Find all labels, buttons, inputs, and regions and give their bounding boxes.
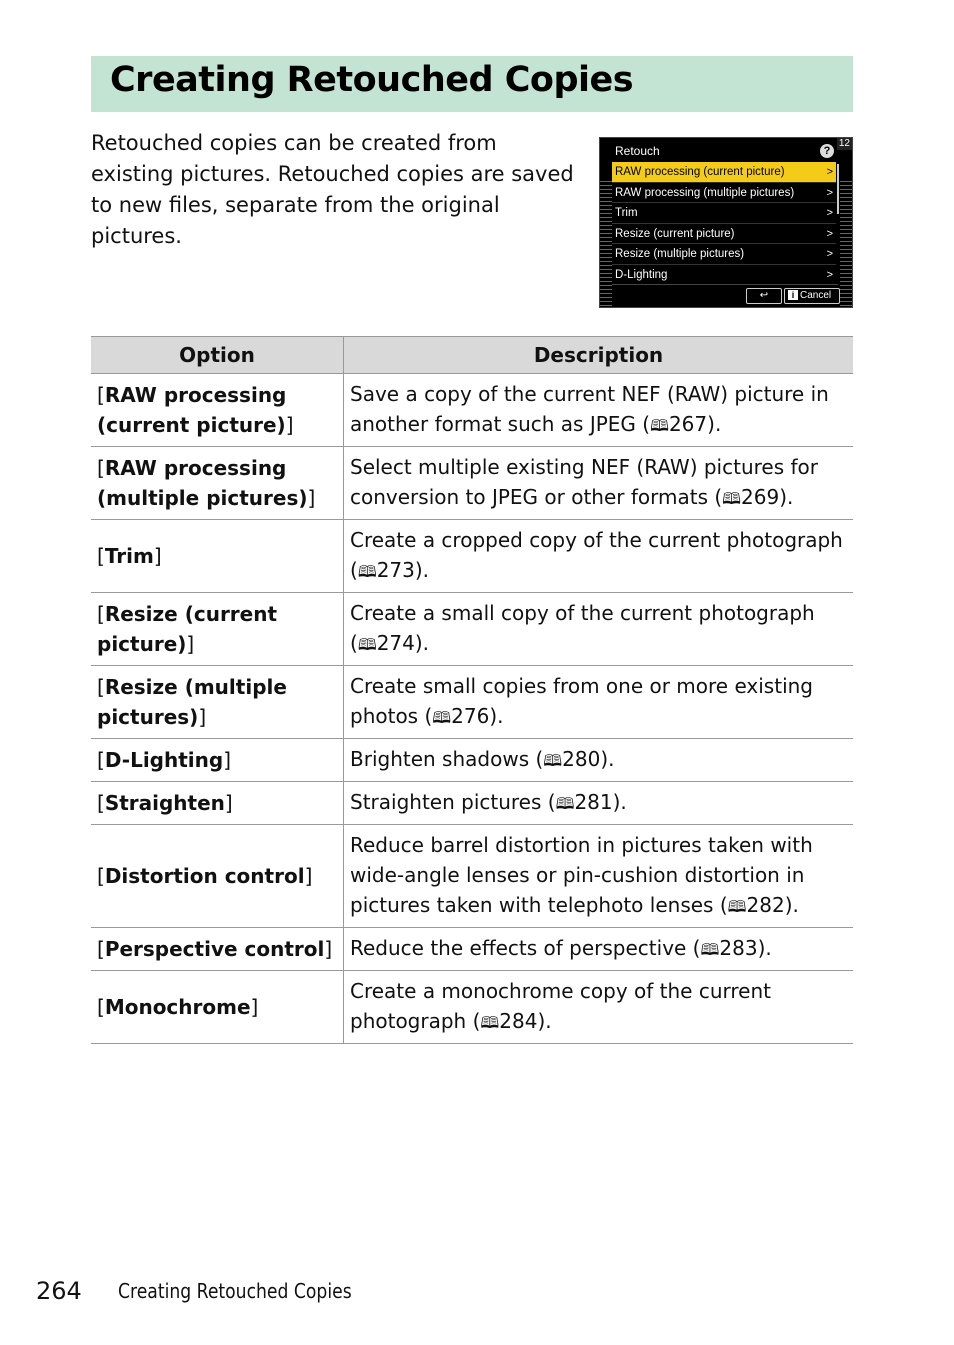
page-reference-link[interactable]: 282 bbox=[746, 893, 785, 917]
page-reference-link[interactable]: 269 bbox=[741, 485, 780, 509]
description-cell bbox=[344, 374, 854, 447]
page-number: 264 bbox=[36, 1277, 82, 1305]
camera-menu-item-raw-current[interactable] bbox=[612, 162, 836, 183]
camera-retouch-menu-screenshot bbox=[599, 137, 853, 308]
option-cell: [RAW processing (multiple pictures)] bbox=[91, 447, 344, 520]
camera-menu-item-raw-multiple[interactable] bbox=[612, 183, 836, 204]
description-end: ). bbox=[779, 485, 794, 509]
screen-edge-decoration bbox=[840, 178, 852, 306]
menu-page-indicator: 12 bbox=[838, 138, 850, 149]
table-header-row bbox=[91, 337, 853, 374]
chevron-right-icon: > bbox=[826, 227, 833, 240]
description-text: Create a cropped copy of the current photograph ( bbox=[350, 528, 843, 582]
option-cell: [Distortion control] bbox=[91, 825, 344, 928]
option-cell: [D-Lighting] bbox=[91, 739, 344, 782]
chevron-right-icon: > bbox=[826, 166, 833, 178]
description-end: ). bbox=[414, 631, 430, 655]
table-row bbox=[91, 971, 853, 1044]
book-icon: 🕮 bbox=[727, 897, 747, 916]
book-icon: 🕮 bbox=[543, 751, 563, 770]
table-row bbox=[91, 447, 853, 520]
option-cell: [RAW processing (current picture)] bbox=[91, 374, 344, 447]
book-icon: 🕮 bbox=[722, 489, 742, 508]
camera-menu-footer bbox=[612, 284, 838, 305]
page-reference-link[interactable]: 280 bbox=[562, 747, 601, 771]
camera-menu-item-label: Trim bbox=[615, 207, 638, 219]
chevron-right-icon: > bbox=[826, 248, 833, 260]
option-name: Resize (multiple pictures) bbox=[97, 675, 287, 729]
book-icon: 🕮 bbox=[357, 635, 377, 654]
camera-menu-item-label: Resize (current picture) bbox=[615, 227, 735, 240]
description-end: ). bbox=[414, 558, 430, 582]
back-icon: ↩ bbox=[759, 290, 769, 301]
description-end: ). bbox=[537, 1009, 552, 1033]
description-text: Brighten shadows ( bbox=[350, 747, 544, 771]
page-reference-link[interactable]: 281 bbox=[574, 790, 613, 814]
description-end: ). bbox=[757, 936, 772, 960]
option-name: Perspective control bbox=[104, 937, 325, 961]
description-text: Reduce the effects of perspective ( bbox=[350, 936, 701, 960]
description-cell bbox=[344, 666, 854, 739]
column-header-option: Option bbox=[91, 337, 344, 374]
camera-menu-item-label: RAW processing (multiple pictures) bbox=[615, 186, 795, 199]
camera-menu-item-d-lighting[interactable] bbox=[612, 265, 836, 286]
description-end: ). bbox=[489, 704, 504, 728]
camera-menu-list bbox=[612, 162, 836, 285]
title-banner bbox=[91, 56, 853, 112]
description-end: ). bbox=[707, 412, 722, 436]
info-icon: i bbox=[788, 290, 798, 300]
camera-menu-item-label: D-Lighting bbox=[615, 268, 668, 281]
table-row bbox=[91, 593, 853, 666]
chevron-right-icon: > bbox=[826, 268, 833, 281]
table-row bbox=[91, 928, 853, 971]
description-cell bbox=[344, 971, 854, 1044]
options-table bbox=[91, 336, 853, 1044]
option-name: D-Lighting bbox=[104, 748, 224, 772]
column-header-description: Description bbox=[344, 337, 854, 374]
page-reference-link[interactable]: 284 bbox=[499, 1009, 538, 1033]
camera-menu-item-label: Resize (multiple pictures) bbox=[615, 248, 745, 260]
book-icon: 🕮 bbox=[650, 416, 669, 435]
description-cell bbox=[344, 825, 854, 928]
option-name: RAW processing (multiple pictures) bbox=[97, 456, 308, 510]
chevron-right-icon: > bbox=[826, 207, 833, 219]
option-name: RAW processing (current picture) bbox=[97, 383, 287, 437]
page-reference-link[interactable]: 283 bbox=[719, 936, 758, 960]
table-row bbox=[91, 825, 853, 928]
option-cell: [Trim] bbox=[91, 520, 344, 593]
table-row bbox=[91, 374, 853, 447]
page-title: Creating Retouched Copies bbox=[110, 60, 634, 100]
camera-menu-title: Retouch bbox=[615, 144, 660, 158]
option-name: Resize (current picture) bbox=[97, 602, 278, 656]
cancel-label: Cancel bbox=[800, 290, 832, 301]
description-text: Create a monochrome copy of the current photograph ( bbox=[350, 979, 771, 1033]
page-reference-link[interactable]: 273 bbox=[376, 558, 415, 582]
description-cell bbox=[344, 520, 854, 593]
table-row bbox=[91, 782, 853, 825]
description-cell bbox=[344, 928, 854, 971]
running-footer-title: Creating Retouched Copies bbox=[118, 1279, 352, 1303]
back-button[interactable] bbox=[746, 288, 782, 304]
cancel-button[interactable] bbox=[784, 288, 840, 304]
table-row bbox=[91, 520, 853, 593]
help-icon[interactable]: ? bbox=[820, 144, 834, 158]
table-row bbox=[91, 666, 853, 739]
option-name: Monochrome bbox=[104, 995, 251, 1019]
camera-menu-item-resize-multiple[interactable] bbox=[612, 244, 836, 265]
description-end: ). bbox=[784, 893, 799, 917]
page-reference-link[interactable]: 274 bbox=[376, 631, 415, 655]
description-text: Reduce barrel distortion in pictures taken with wide-angle lenses or pin-cushion distortion in pictures taken with telephoto lenses ( bbox=[350, 833, 813, 917]
page-reference-link[interactable]: 267 bbox=[668, 412, 708, 436]
camera-menu-item-label: RAW processing (current picture) bbox=[615, 166, 785, 178]
camera-menu-header bbox=[612, 141, 838, 161]
option-cell: [Straighten] bbox=[91, 782, 344, 825]
description-cell bbox=[344, 447, 854, 520]
book-icon: 🕮 bbox=[480, 1013, 500, 1032]
intro-paragraph: Retouched copies can be created from existing pictures. Retouched copies are saved to new files, separate from the original pictures. bbox=[91, 131, 574, 248]
table-row bbox=[91, 739, 853, 782]
description-text: Create small copies from one or more existing photos ( bbox=[350, 674, 813, 728]
option-cell: [Perspective control] bbox=[91, 928, 344, 971]
description-text: Create a small copy of the current photograph ( bbox=[350, 601, 815, 655]
description-end: ). bbox=[612, 790, 627, 814]
book-icon: 🕮 bbox=[357, 562, 377, 581]
description-cell bbox=[344, 593, 854, 666]
description-text: Straighten pictures ( bbox=[350, 790, 556, 814]
option-cell: [Monochrome] bbox=[91, 971, 344, 1044]
screen-edge-decoration bbox=[600, 178, 612, 306]
chevron-right-icon: > bbox=[826, 186, 833, 199]
option-name: Distortion control bbox=[104, 864, 305, 888]
book-icon: 🕮 bbox=[432, 708, 452, 727]
camera-menu-item-trim[interactable] bbox=[612, 203, 836, 224]
option-cell: [Resize (multiple pictures)] bbox=[91, 666, 344, 739]
description-text: Save a copy of the current NEF (RAW) picture in another format such as JPEG ( bbox=[350, 382, 829, 436]
description-end: ). bbox=[600, 747, 615, 771]
book-icon: 🕮 bbox=[700, 940, 720, 959]
option-name: Trim bbox=[104, 544, 154, 568]
book-icon: 🕮 bbox=[555, 794, 575, 813]
option-name: Straighten bbox=[104, 791, 225, 815]
description-cell bbox=[344, 739, 854, 782]
description-text: Select multiple existing NEF (RAW) pictures for conversion to JPEG or other formats ( bbox=[350, 455, 818, 509]
option-cell: [Resize (current picture)] bbox=[91, 593, 344, 666]
description-cell bbox=[344, 782, 854, 825]
scrollbar bbox=[837, 164, 839, 214]
camera-menu-item-resize-current[interactable] bbox=[612, 224, 836, 245]
page-reference-link[interactable]: 276 bbox=[451, 704, 490, 728]
